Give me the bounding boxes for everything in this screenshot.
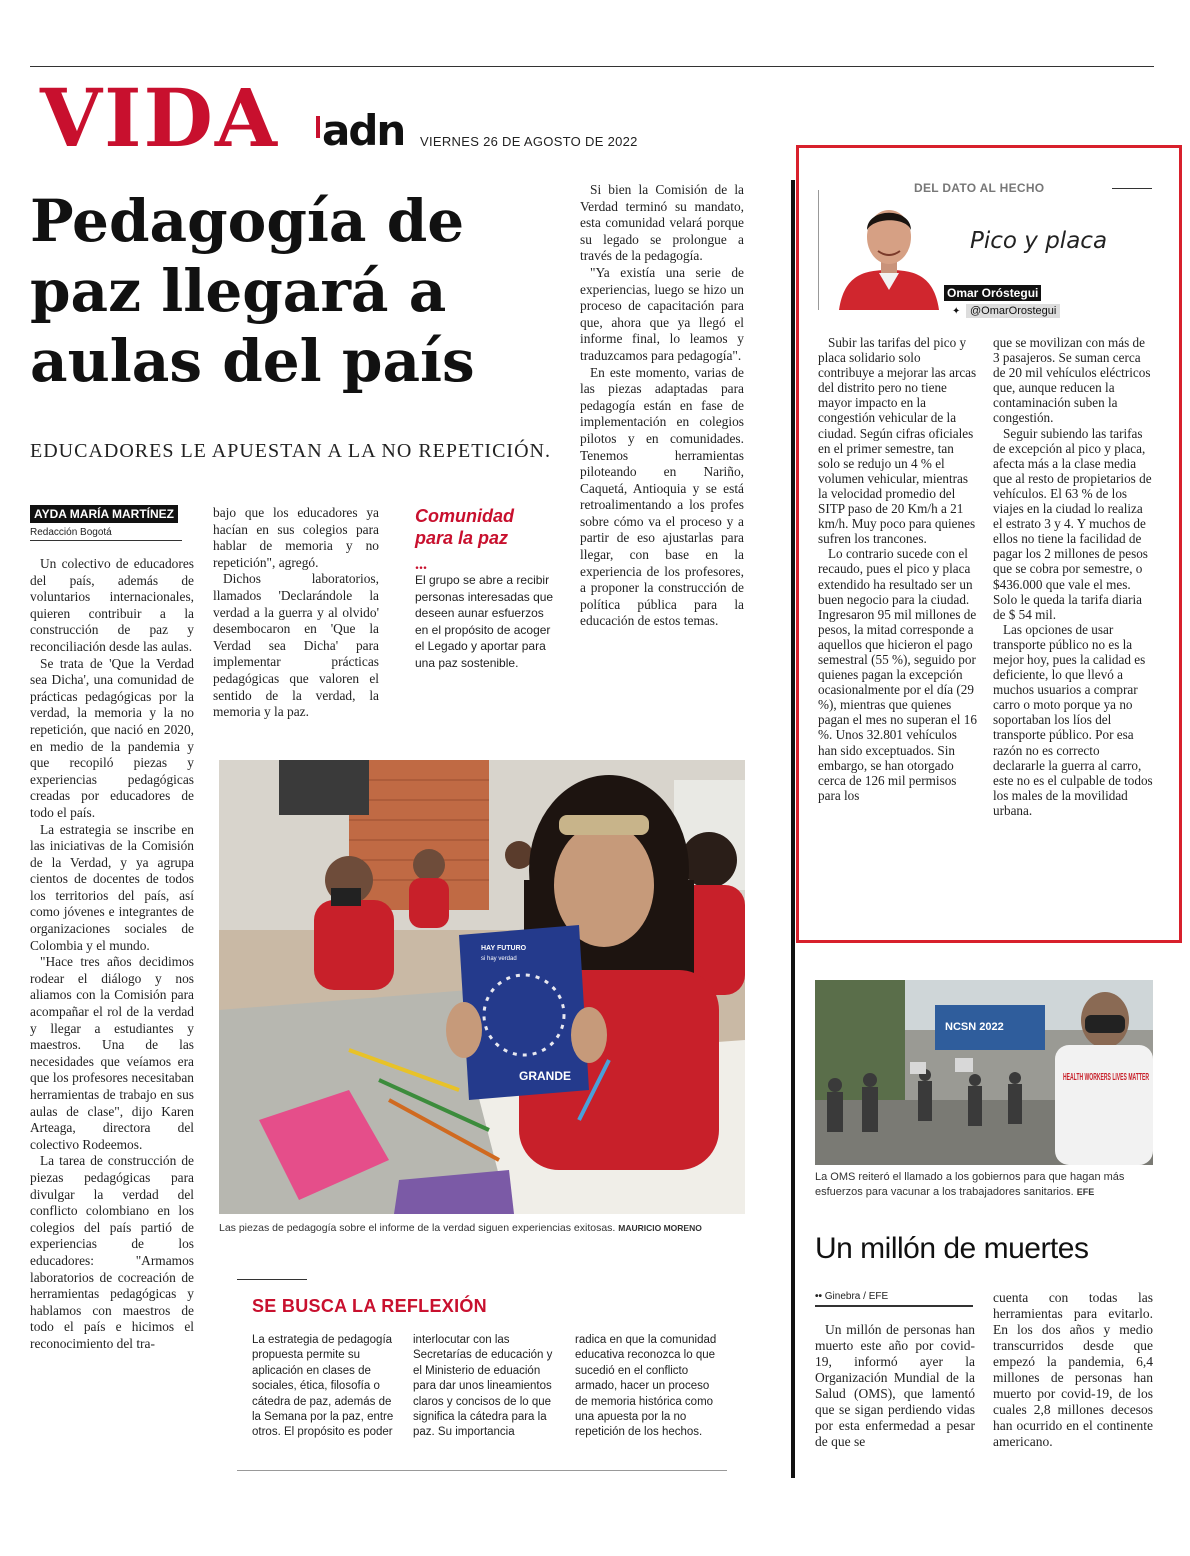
oms-headline: Un millón de muertes — [815, 1232, 1089, 1265]
oms-caption-text: La OMS reiteró el llamado a los gobiernos para que hagan más esfuerzos para vacunar a los trabajadores sanitarios. — [815, 1171, 1125, 1198]
dateline-text: Ginebra / EFE — [824, 1291, 889, 1302]
portrait-rule — [818, 190, 819, 310]
paragraph: que se movilizan con más de 3 pasajeros. Se suman cerca de 20 mil vehículos eléctricos que, aunque reducen la contaminación suben la congestión. — [993, 335, 1151, 426]
oms-column-2 — [993, 1290, 1153, 1472]
dateline-dots: •• — [815, 1291, 825, 1302]
paragraph: En este momento, varias de las piezas adaptadas para pedagogía están en fase de implementación en colegios pilotos y en comunidades. Tenemos herramientas piloteando en Nariño, Caquetá, Antioquia y se está retroalimentando a los profes sobre cómo va el proceso y a partir de eso ajustarlas para llegar, con base en la experiencia de los profesores, a proponer la construcción de política pública para la educación de estos temas. — [580, 364, 744, 629]
oms-photo-credit: EFE — [1076, 1187, 1095, 1197]
article-column-2 — [213, 505, 379, 735]
oms-photo-caption — [815, 1170, 1155, 1200]
paragraph: Se trata de 'Que la Verdad sea Dicha', una comunidad de prácticas pedagógicas por la verdad, la memoria y la no repetición, que nació en 2020, en medio de la pandemia y que recopiló piezas y experiencias pedagógicas creadas por educadores de todo el país. — [30, 655, 194, 820]
sidebar-title: Comunidad para la paz — [415, 506, 514, 548]
book-cover-title: GRANDE — [519, 1069, 572, 1083]
paragraph: Subir las tarifas del pico y placa solidario solo contribuye a mejorar las arcas del distrito pero no tiene mayor impacto en la congestión vehicular de la ciudad. Según cifras oficiales en el primer semestre, tan solo se redujo un 4 % el volumen vehicular, mientras la velocidad promedio del SITP paso de 20 Km/h a 21 km/h. Muy poco para quienes sufren los trancones. — [818, 335, 977, 547]
issue-date: VIERNES 26 DE AGOSTO DE 2022 — [420, 134, 638, 149]
article-desk: Redacción Bogotá — [30, 527, 182, 541]
shirt-text: HEALTH WORKERS LIVES MATTER — [1063, 1072, 1150, 1083]
photo-credit: MAURICIO MORENO — [618, 1223, 702, 1233]
box-column-3: radica en que la comunidad educativa reconozca lo que sucedió en el conflicto armado, hacer un proceso de memoria histórica como una apuesta por la no repetición de los hechos. — [575, 1334, 717, 1439]
article-column-3 — [580, 182, 744, 727]
oms-dateline — [815, 1291, 973, 1307]
classroom-photo — [219, 760, 745, 1214]
oms-column-1 — [815, 1322, 975, 1472]
sidebar-dots: ... — [415, 556, 427, 573]
protest-photo — [815, 980, 1153, 1165]
opinion-column-2 — [993, 335, 1153, 915]
protest-illustration — [815, 980, 1153, 1165]
box-title: SE BUSCA LA REFLEXIÓN — [252, 1296, 487, 1316]
paragraph: Seguir subiendo las tarifas de excepción al pico y placa, afecta más a la clase media que al resto de propietarios de vehículos. El 63 % de los viajes en la ciudad lo realiza el estrato 3 y 4. Y muchos de ellos no tiene la facilidad de pagar los 2 millones de pesos que se cobra por semestre, o $436.000 que vale el mes. Solo le queda la tarifa diaria de $ 54 mil. — [993, 425, 1152, 622]
paragraph: Dichos laboratorios, llamados 'Declarándole la verdad a la guerra y al olvido' desembocaron en 'Que la Verdad sea Dicha' para implementar prácticas pedagógicas que valoren el sentido de la verdad, la memoria y la paz. — [213, 571, 379, 720]
photo-caption — [219, 1222, 749, 1234]
photo-caption-text: Las piezas de pedagogía sobre el informe de la verdad siguen experiencias exitosas. — [219, 1222, 616, 1234]
opinion-column-1 — [818, 335, 978, 915]
paragraph: Si bien la Comisión de la Verdad terminó su mandato, esta comunidad velará porque su legado se prolongue a través de la pedagogía. — [580, 182, 744, 264]
article-author: AYDA MARÍA MARTÍNEZ — [30, 505, 178, 523]
paragraph: La estrategia se inscribe en las iniciativas de la Comisión de la Verdad, y ya agrupa cientos de docentes de todos los territorios del país, así como jóvenes e integrantes de organizaciones sociales de Colombia y el mundo. — [30, 821, 194, 953]
article-kicker: EDUCADORES LE APUESTAN A LA NO REPETICIÓN. — [30, 440, 551, 462]
logo-accent — [316, 116, 320, 138]
paragraph: "Hace tres años decidimos rodear el diálogo y nos aliamos con la Comisión para acompañar el rol de la verdad y llegar a estudiantes y maestros. Una de las necesidades que veíamos era que los profesores necesitaban herramientas de trabajo en sus aulas de clase", dijo Karen Arteaga, directora del colectivo Rodeemos. — [30, 954, 194, 1152]
opinion-handle[interactable]: @OmarOrostegui — [966, 304, 1060, 318]
column-divider — [791, 180, 795, 1478]
section-title: VIDA — [40, 71, 279, 165]
paragraph: Un colectivo de educadores del país, además de voluntarios internacionales, quieren contribuir a la construcción de paz y reconciliación desde las aulas. — [30, 556, 194, 654]
paragraph: Lo contrario sucede con el recaudo, pues el pico y placa extendido ha resultado ser un buen negocio para la ciudad. Ingresaron 95 mil millones de pesos, la mitad corresponde a aquellos que hicieron el pago semestral (55 %), seguido por quienes pagan la excepción ocasionalmente por el día (29 %), mientras que quienes pagan el mes no superan el 16 %. Unos 32.801 vehículos han sido exceptuados. Sin embargo, se han otorgado cerca de 126 mil permisos para los — [818, 546, 977, 803]
box-bottom-rule — [237, 1470, 727, 1471]
box-column-1: La estrategia de pedagogía propuesta permite su aplicación en clases de sociales, ética, filosofía o cátedra de paz, además de la Semana por la paz, entre otros. El propósito es poder — [252, 1334, 394, 1439]
box-top-rule — [237, 1279, 307, 1280]
banner-text: NCSN 2022 — [945, 1021, 1004, 1033]
paragraph: bajo que los educadores ya hacían en sus colegios para hablar de memoria y no repetición", agregó. — [213, 505, 379, 570]
twitter-icon: ✦ — [952, 306, 961, 317]
article-column-1 — [30, 556, 194, 1476]
classroom-illustration — [219, 760, 745, 1214]
paragraph: "Ya existía una serie de experiencias, luego se hizo un proceso de capacitación para que, ahora que ya llegó el informe final, lo leamos y traduzcamos para pedagogía". — [580, 264, 744, 363]
book-cover-line1: HAY FUTURO — [481, 945, 527, 952]
opinion-section-label: DEL DATO AL HECHO — [914, 181, 1045, 195]
opinion-title: Pico y placa — [970, 228, 1108, 254]
sidebar-text: El grupo se abre a recibir personas interesadas que deseen aunar esfuerzos en el propósito de acoger el Legado y aportar para una paz sostenible. — [415, 573, 554, 670]
paragraph: Un millón de personas han muerto este año por covid-19, informó ayer la Organización Mundial de la Salud (OMS), que lamentó que se sigan perdiendo vidas por esta enfermedad a pesar de que se — [815, 1322, 975, 1449]
box-column-2: interlocutar con las Secretarías de educación y el Ministerio de eduación para dar unos lineamientos claros y concisos de lo que significa la cátedra para la paz. Su importancia — [413, 1334, 553, 1439]
paragraph: cuenta con todas las herramientas para evitarlo. En los dos años y medio transcurridos desde que empezó la pandemia, 6,4 millones de personas han muerto por covid-19, de los cuales 2,8 millones decesos han ocurrido en el continente americano. — [993, 1290, 1153, 1449]
paragraph: La tarea de construcción de piezas pedagógicas para divulgar la verdad del conflicto colombiano en los colegios del país partió de experiencias de los educadores: "Armamos laboratorios de cocreación de herramientas pedagógicas y hablamos con maestros de todo el país e hicimos el reconocimiento del tra- — [30, 1153, 194, 1351]
author-portrait-illustration — [834, 195, 944, 310]
book-cover-line2: si hay verdad — [481, 956, 517, 962]
top-rule — [30, 66, 1154, 67]
opinion-author: Omar Oróstegui — [944, 285, 1041, 301]
article-headline: Pedagogía de paz llegará a aulas del país — [30, 187, 475, 395]
paragraph: Las opciones de usar transporte público no es la mejor hoy, pues la calidad es deficiente, lo que llevó a muchos usuarios a comprar carro o moto porque ya no soportaban los líos del transporte público. Por esa razón no es correcto declararle la guerra al carro, este no es el culpable de todos los males de la movilidad urbana. — [993, 621, 1153, 818]
author-portrait — [834, 195, 944, 310]
opinion-label-rule — [1112, 188, 1152, 189]
publication-logo: adn — [322, 106, 405, 155]
